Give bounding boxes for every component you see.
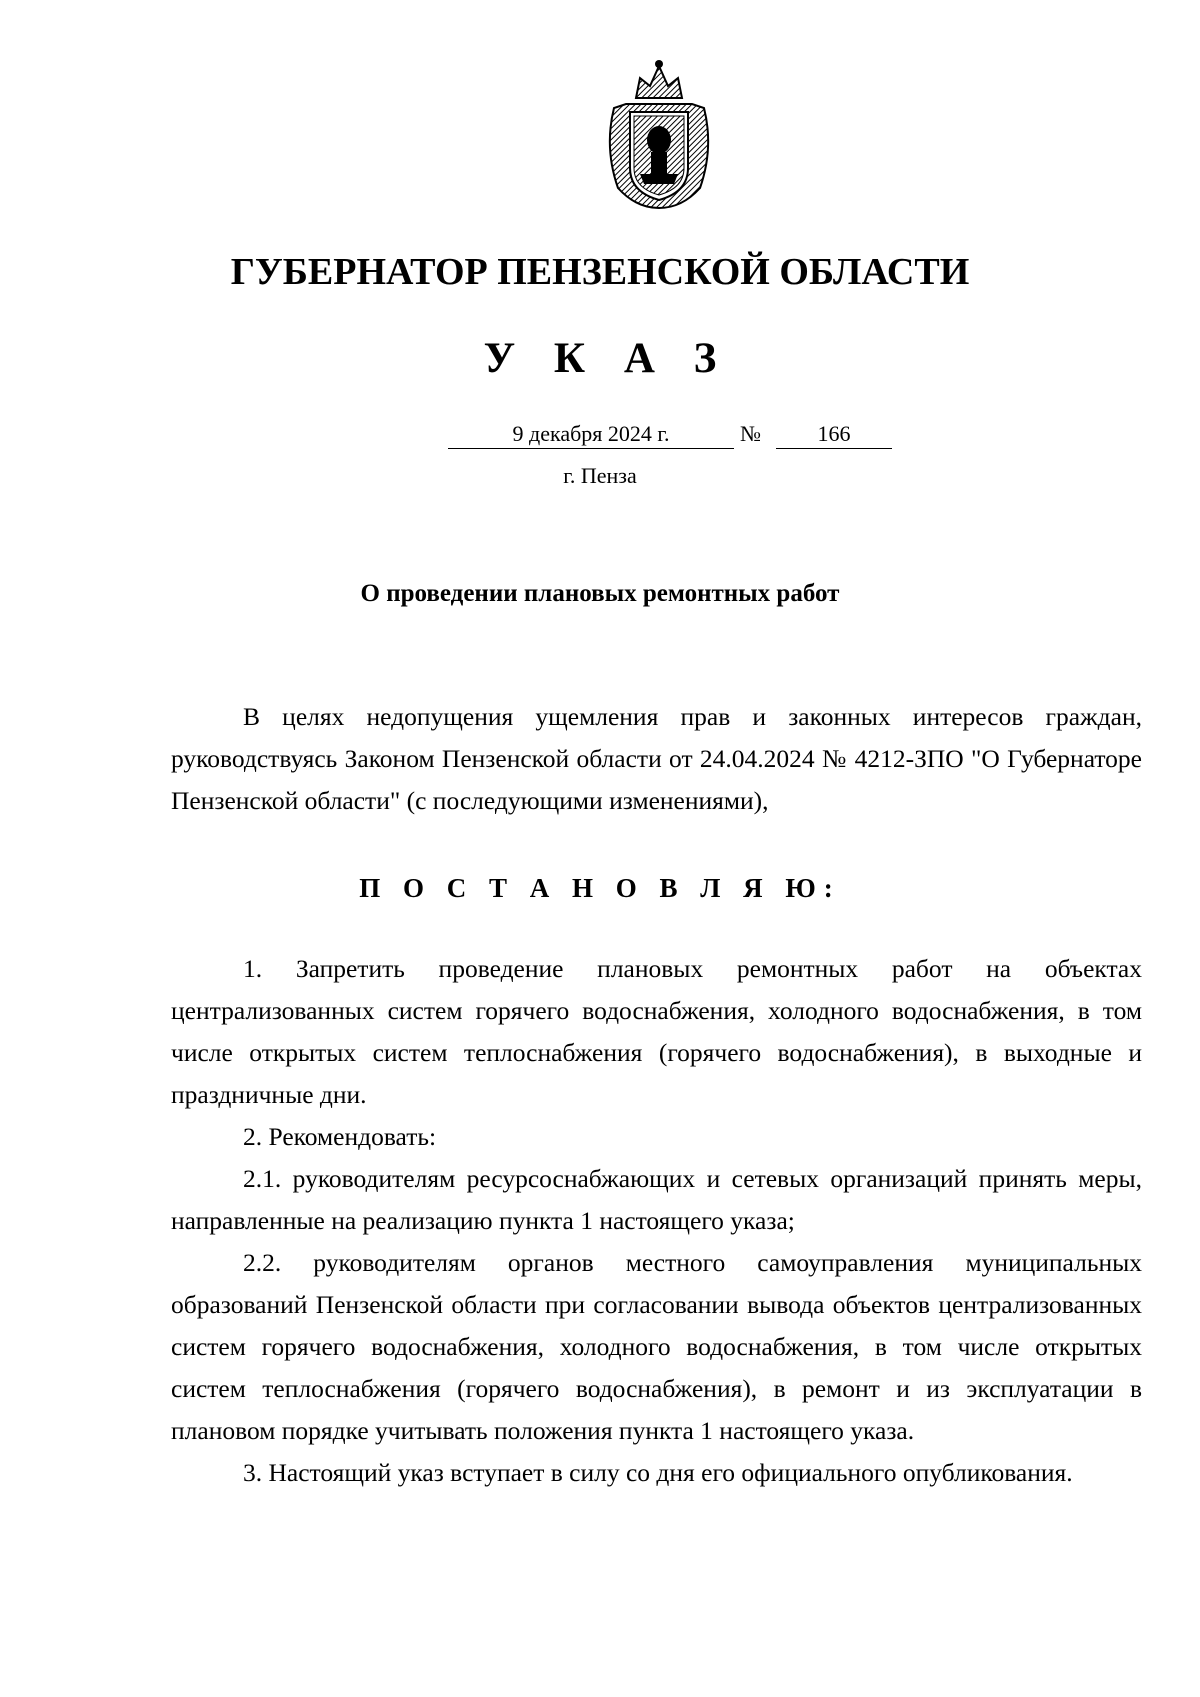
clause-1: 1. Запретить проведение плановых ремонтных работ на объектах централизованных систем горячего водоснабжения, холодного водоснабжения, в том числе открытых систем теплоснабжения (горячего водоснабжения), в выходные и праздничные дни. <box>171 954 1142 1109</box>
clause-2-1: 2.1. руководителям ресурсоснабжающих и сетевых организаций принять меры, направленные на реализацию пункта 1 настоящего указа; <box>171 1164 1142 1235</box>
penza-oblast-coat-of-arms-icon <box>596 58 722 212</box>
clause-3: 3. Настоящий указ вступает в силу со дня его официального опубликования. <box>243 1458 1073 1487</box>
issuer-title: ГУБЕРНАТОР ПЕНЗЕНСКОЙ ОБЛАСТИ <box>230 251 970 293</box>
decree-word: П О С Т А Н О В Л Я Ю: <box>359 873 841 903</box>
decree-subject: О проведении плановых ремонтных работ <box>360 580 840 607</box>
preamble-block <box>171 696 1142 822</box>
decree-date: 9 декабря 2024 г. <box>448 420 734 449</box>
number-sign: № <box>740 421 761 446</box>
document-type: У К А З <box>483 335 731 382</box>
city-label: г. Пенза <box>563 463 637 488</box>
preamble-paragraph: В целях недопущения ущемления прав и законных интересов граждан, руководствуясь Законом Пензенской области от 24.04.2024 № 4212-ЗПО "О Губернаторе Пензенской области" (с последующими изменениями), <box>171 702 1142 815</box>
clauses-block <box>171 948 1142 1494</box>
decree-number: 166 <box>776 420 892 449</box>
clause-2-2: 2.2. руководителям органов местного самоуправления муниципальных образований Пензенской области при согласовании вывода объектов централизованных систем горячего водоснабжения, холодного водоснабжения, в том числе открытых систем теплоснабжения (горячего водоснабжения), в ремонт и из эксплуатации в плановом порядке учитывать положения пункта 1 настоящего указа. <box>171 1248 1142 1445</box>
clause-2: 2. Рекомендовать: <box>243 1122 437 1151</box>
